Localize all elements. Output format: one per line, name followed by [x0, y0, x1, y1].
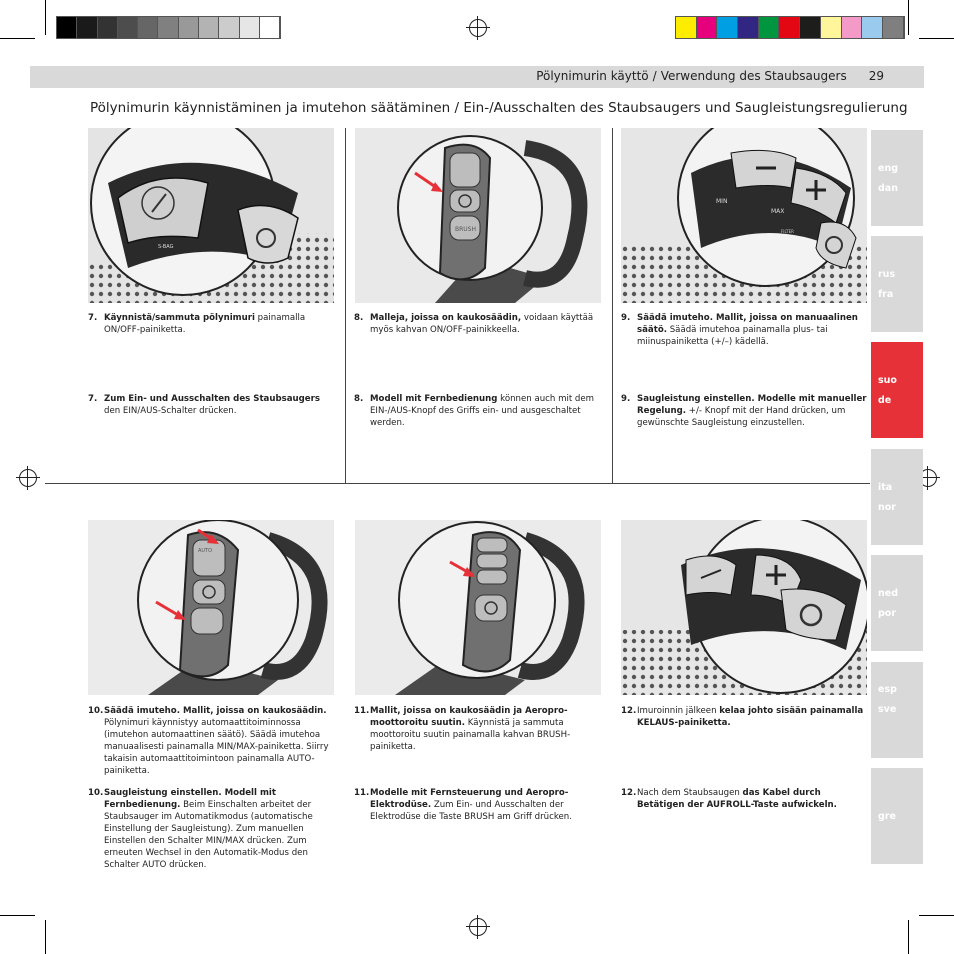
step-heading: Säädä imuteho. Mallit, joissa on kaukosäädin.	[104, 706, 327, 716]
crop-mark	[0, 38, 35, 39]
step-number: 10.	[88, 706, 104, 716]
step-heading: Saugleistung einstellen. Modell mit Fernbedienung.	[104, 788, 276, 810]
color-swatch	[77, 17, 97, 38]
label-brush: BRUSH	[455, 226, 476, 233]
step-text: Säädä imutehoa painamalla plus- tai miinuspainiketta (+/–) kädellä.	[637, 325, 828, 347]
crop-mark	[919, 915, 954, 916]
crop-mark	[908, 920, 909, 954]
color-swatch	[738, 17, 759, 38]
color-swatch	[98, 17, 118, 38]
step-heading: Käynnistä/sammuta pölynimuri	[104, 313, 255, 323]
step-11-de	[354, 787, 604, 823]
step-number: 9.	[621, 394, 631, 404]
step-text: Imuroinnin jälkeen	[637, 706, 720, 716]
color-swatch	[779, 17, 800, 38]
language-tab-esp-sve[interactable]	[871, 662, 923, 758]
header-section-fi: Pölynimurin käyttö	[536, 69, 649, 83]
tab-label: por	[878, 608, 897, 619]
color-swatch	[676, 17, 697, 38]
crop-mark	[908, 0, 909, 35]
tab-label: de	[878, 395, 892, 406]
step-heading: Modell mit Fernbedienung	[370, 394, 498, 404]
color-swatch	[199, 17, 219, 38]
step-9-fi	[621, 312, 871, 348]
tab-label: gre	[878, 811, 896, 822]
color-swatch	[179, 17, 199, 38]
color-swatch	[842, 17, 863, 38]
color-swatch	[883, 17, 904, 38]
step-number: 8.	[354, 394, 364, 404]
language-tab-rus-fra[interactable]	[871, 236, 923, 332]
crop-mark	[45, 0, 46, 35]
header-section-de: Verwendung des Staubsaugers	[660, 69, 847, 83]
step-10-fi	[88, 705, 338, 777]
photo-manual-regulation	[621, 128, 867, 303]
step-heading: Säädä imuteho. Mallit, joissa on manuaalinen säätö.	[637, 313, 858, 335]
step-text: Käynnistä ja sammuta moottoroitu suutin painamalla kahvan BRUSH-painiketta.	[370, 718, 571, 752]
step-number: 11.	[354, 706, 370, 716]
step-8-fi	[354, 312, 604, 336]
registration-mark-icon	[469, 918, 487, 936]
step-number: 9.	[621, 313, 631, 323]
step-heading: Mallit, joissa on kaukosäädin ja Aeropro-moottoroitu suutin.	[370, 706, 568, 728]
color-swatch	[717, 17, 738, 38]
step-text: voidaan käyttää myös kahvan ON/OFF-painikkeella.	[370, 313, 594, 335]
step-number: 10.	[88, 788, 104, 798]
language-tab-suo-de[interactable]	[871, 342, 923, 438]
crop-mark	[45, 920, 46, 954]
step-number: 12.	[621, 706, 637, 716]
tab-label: sve	[878, 704, 897, 715]
column-divider	[612, 128, 613, 483]
step-number: 7.	[88, 313, 98, 323]
language-tab-eng-dan[interactable]	[871, 130, 923, 226]
step-heading: Saugleistung einstellen. Modelle mit manueller Regelung.	[637, 394, 867, 416]
photo-on-off-switch	[88, 128, 334, 303]
tab-label: esp	[878, 684, 897, 695]
step-text: Pölynimuri käynnistyy automaattitoiminnossa (imutehon automaattinen säätö). Säädä imutehoa manuaalisesti painamalla MIN/MAX-painiketta. Siirry takaisin automaattitoimintoon painamalla AUTO-painiketta.	[104, 718, 329, 776]
step-text: painamalla ON/OFF-painiketta.	[104, 313, 306, 335]
row-divider	[45, 483, 870, 484]
color-swatch	[57, 17, 77, 38]
color-swatch	[697, 17, 718, 38]
tab-label: dan	[878, 183, 898, 194]
color-swatch	[138, 17, 158, 38]
color-swatch	[821, 17, 842, 38]
step-7-fi	[88, 312, 338, 336]
photo-handle-remote-regulation	[88, 520, 334, 695]
registration-mark-icon	[19, 469, 37, 487]
tab-label: fra	[878, 289, 894, 300]
tab-label: nor	[878, 502, 896, 513]
tab-label: suo	[878, 375, 897, 386]
step-number: 7.	[88, 394, 98, 404]
step-heading: Modelle mit Fernsteuerung und Aeropro-Elektrodüse.	[370, 788, 569, 810]
photo-handle-brush	[355, 520, 601, 695]
tab-label: ned	[878, 588, 899, 599]
photo-cable-rewind	[621, 520, 867, 695]
step-10-de	[88, 787, 338, 871]
label-sbag: S-BAG	[158, 244, 174, 250]
label-auto: AUTO	[198, 548, 213, 554]
step-9-de	[621, 393, 871, 429]
tab-label: eng	[878, 163, 899, 174]
header-separator: /	[652, 69, 657, 83]
tab-label: ita	[878, 482, 893, 493]
section-title: Pölynimurin käynnistäminen ja imutehon säätäminen / Ein-/Ausschalten des Staubsaugers und Saugleistungsregulierung	[90, 100, 908, 116]
language-tab-ita-nor[interactable]	[871, 449, 923, 545]
step-12-fi	[621, 705, 871, 729]
color-swatch	[118, 17, 138, 38]
step-text: können auch mit dem EIN-/AUS-Knopf des Griffs ein- und ausgeschaltet werden.	[370, 394, 595, 428]
language-tab-gre[interactable]	[871, 768, 923, 864]
registration-mark-icon	[469, 19, 487, 37]
step-11-fi	[354, 705, 604, 753]
header-text	[536, 69, 884, 83]
crop-mark	[919, 38, 954, 39]
process-color-bar	[675, 16, 905, 39]
step-7-de	[88, 393, 338, 417]
tab-label: rus	[878, 269, 896, 280]
page-number: 29	[868, 69, 884, 83]
step-text: Zum Ein- und Ausschalten der Elektrodüse die Taste BRUSH am Griff drücken.	[370, 800, 572, 822]
step-12-de	[621, 787, 871, 811]
step-heading: kelaa johto sisään painamalla KELAUS-painiketta.	[637, 706, 864, 728]
step-text: Beim Einschalten arbeitet der Staubsauger im Automatikmodus (automatische Einstellung der Saugleistung). Zum manuellen Einstellen den Schalter MIN/MAX drücken. Zum erneuten Wechsel in den Automatik-Modus den Schalter AUTO drücken.	[104, 800, 313, 870]
label-filter: FILTER	[781, 229, 794, 234]
step-text: Nach dem Staubsaugen	[637, 788, 743, 798]
grayscale-color-bar	[56, 16, 281, 39]
step-text: den EIN/AUS-Schalter drücken.	[104, 406, 237, 416]
step-8-de	[354, 393, 604, 429]
step-heading: Malleja, joissa on kaukosäädin,	[370, 313, 522, 323]
step-heading: Zum Ein- und Ausschalten des Staubsaugers	[104, 394, 320, 404]
color-swatch	[759, 17, 780, 38]
color-swatch	[240, 17, 260, 38]
color-swatch	[219, 17, 239, 38]
label-min: MIN	[716, 198, 728, 205]
color-swatch	[800, 17, 821, 38]
label-max: MAX	[771, 208, 785, 215]
color-swatch	[158, 17, 178, 38]
page-header	[30, 66, 924, 88]
step-number: 12.	[621, 788, 637, 798]
crop-mark	[0, 915, 35, 916]
color-swatch	[862, 17, 883, 38]
language-tab-ned-por[interactable]	[871, 555, 923, 651]
step-number: 11.	[354, 788, 370, 798]
step-text: +/- Knopf mit der Hand drücken, um gewünschte Saugleistung einzustellen.	[637, 406, 846, 428]
color-swatch	[260, 17, 280, 38]
step-number: 8.	[354, 313, 364, 323]
photo-handle-on-off	[355, 128, 601, 303]
step-heading: das Kabel durch Betätigen der AUFROLL-Taste aufwickeln.	[637, 788, 837, 810]
column-divider	[345, 128, 346, 483]
